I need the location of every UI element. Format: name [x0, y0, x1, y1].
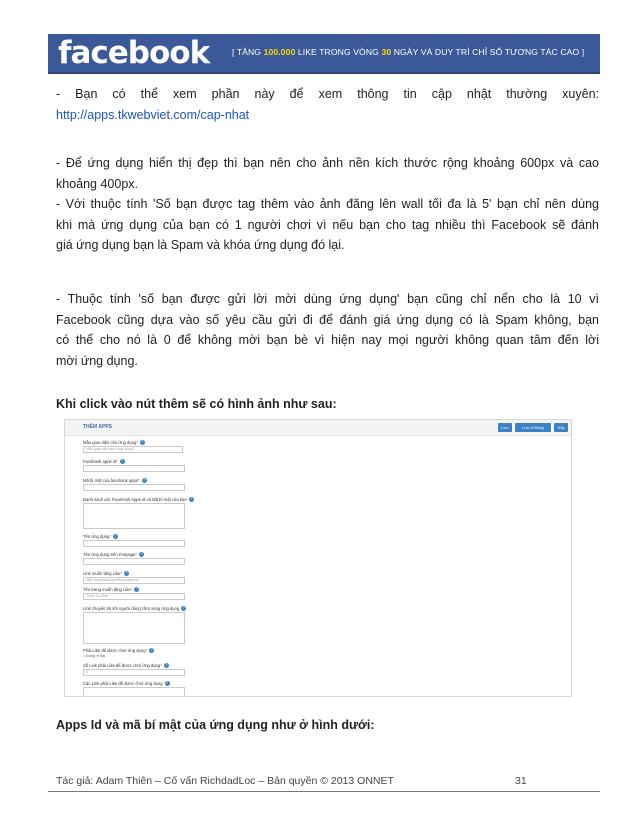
paragraph-line: - Thuộc tính 'số bạn được gửi lời mời dùng ứng dụng' bạn cũng chỉ nển cho là 10 vì [56, 292, 599, 306]
help-icon: ? [190, 497, 193, 502]
app-secret-input[interactable] [83, 484, 185, 491]
page-number: 31 [515, 775, 527, 787]
help-icon: ? [121, 459, 124, 464]
form-title: THÊM APPS [83, 424, 112, 430]
tagline-prefix: [ TĂNG [232, 47, 264, 57]
field-label-like-links: Các Link phải Like để được chơi ứng dụng ? [83, 681, 169, 686]
help-icon: ? [166, 681, 169, 686]
section-heading-app-id: Apps Id và mã bí mật của ứng dụng như ở hình dưới: [56, 718, 375, 732]
like-links-textarea[interactable] [83, 687, 185, 697]
save-close-button[interactable]: Lưu & Đóng [515, 423, 551, 432]
field-label-must-like: Phải Like để được chơi ứng dụng* ? [83, 648, 153, 653]
help-icon: ? [165, 663, 168, 668]
fanpage-name-input[interactable] [83, 558, 185, 565]
paragraph-line: mời ứng dụng. [56, 353, 138, 368]
tagline-suffix: NGÀY VÀ DUY TRÌ CHỈ SỐ TƯƠNG TÁC CAO ] [391, 47, 585, 57]
help-icon: ? [143, 478, 146, 483]
section-heading-add: Khi click vào nút thêm sẽ có hình ảnh như sau: [56, 397, 337, 411]
must-like-radio-group[interactable]: ○ Đúng ● Sai [83, 654, 106, 658]
field-label-redirect-link: Link chuyển tới khi người dùng chơi xong ứng dụng ? [83, 606, 185, 611]
paragraph-line: giá ứng dụng bạn là Spam và khóa ứng dụng đó lại. [56, 238, 345, 252]
help-icon: ? [150, 648, 153, 653]
field-label-app-list: Danh sách các Facebook Apps Id và Mã bí mật của bạn ? [83, 497, 193, 502]
field-label-template: Mẫu giao diện cho ứng dụng* ? [83, 440, 144, 445]
facebook-banner [48, 34, 600, 74]
paragraph-line: Facebook cũng dựa vào số yêu cầu gửi đi để đánh giá ứng dụng có là Spam không, bạn [56, 312, 599, 327]
like-link-input[interactable]: http://facebook.com/thichcaphem [83, 577, 185, 584]
footer-divider [48, 791, 600, 792]
cancel-button[interactable]: Hủy [554, 423, 568, 432]
field-label-like-count: Số Link phải Like để được chơi ứng dụng* ? [83, 663, 168, 668]
redirect-link-textarea[interactable] [83, 612, 185, 644]
paragraph-line: khi mà ứng dụng của bạn có 1 người chơi vì nếu bạn cho tag nhiều thì Facebook sẽ đánh [56, 217, 599, 232]
update-link[interactable]: http://apps.tkwebviet.com/cap-nhat [56, 107, 250, 122]
like-count-input[interactable]: 0 [83, 669, 185, 676]
paragraph-updates [56, 84, 599, 125]
paragraph-line: - Để ứng dụng hiển thị đẹp thì bạn nên cho ảnh nền kích thước rộng khoảng 600px và cao [56, 156, 599, 170]
paragraph-line: - Với thuộc tính 'Số bạn được tag thêm vào ảnh đăng lên wall tối đa là 5' bạn chỉ nên dùng [56, 197, 599, 211]
banner-tagline [232, 47, 584, 57]
app-name-input[interactable] [83, 540, 185, 547]
footer-credit: Tác giả: Adam Thiên – Cố vấn RichdadLoc – Bản quyền © 2013 ONNET [56, 775, 394, 787]
help-icon: ? [182, 606, 185, 611]
like-page-name-input[interactable]: Thích Cà Phê [83, 593, 185, 600]
help-icon: ? [140, 552, 143, 557]
field-label-like-page-name: Tên trang muốn tặng Like* ? [83, 587, 138, 592]
field-label-app-name: Tên ứng dụng* ? [83, 534, 117, 539]
help-icon: ? [135, 587, 138, 592]
add-apps-form-screenshot [64, 419, 572, 697]
save-button[interactable]: Lưu [498, 423, 512, 432]
app-list-textarea[interactable] [83, 503, 185, 529]
paragraph-invite [56, 289, 599, 371]
paragraph-background-size [56, 153, 599, 256]
field-label-fanpage-name: Tên ứng dụng trên Fanpage* ? [83, 552, 143, 557]
help-icon: ? [141, 440, 144, 445]
field-label-like-link: Link muốn tặng Like* ? [83, 571, 128, 576]
form-header [65, 420, 571, 436]
paragraph-line: khoảng 400px. [56, 176, 139, 191]
help-icon: ? [125, 571, 128, 576]
tagline-days: 30 [381, 47, 392, 57]
app-id-input[interactable] [83, 465, 185, 472]
tagline-count: 100.000 [263, 47, 296, 57]
facebook-logo: facebook [58, 35, 210, 71]
template-select[interactable]: Mẫu giao diện cho ứng dụng 1 [83, 446, 183, 453]
tagline-mid: LIKE TRONG VÒNG [295, 47, 382, 57]
paragraph-line: có thể cho nó là 0 để không mời bạn bè vì hiện nay mọi người không quan tâm đến lời [56, 333, 599, 347]
field-label-app-id: Facebook apps id* ? [83, 459, 124, 464]
field-label-app-secret: Mã bí mật của facebook apps* ? [83, 478, 146, 483]
help-icon: ? [114, 534, 117, 539]
paragraph-line: - Bạn có thể xem phần này để xem thông tin cập nhật thường xuyên: [56, 87, 599, 101]
